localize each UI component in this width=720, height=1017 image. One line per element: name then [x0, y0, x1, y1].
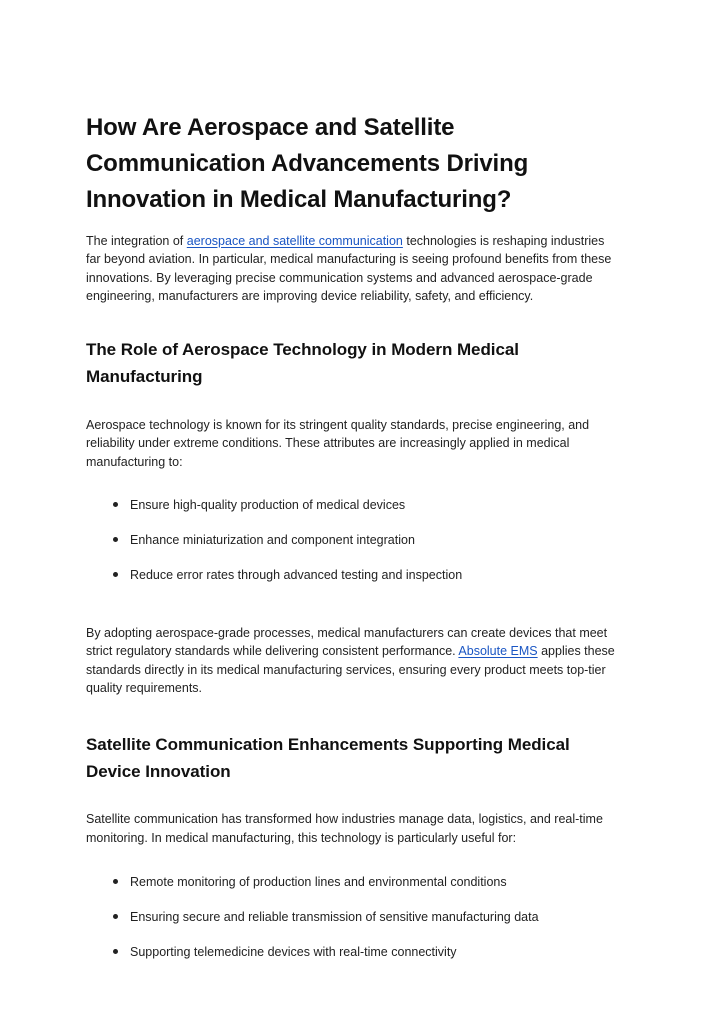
- aerospace-benefits-list: [86, 496, 622, 584]
- closing-text-before-link: By adopting aerospace-grade processes, medical manufacturers can create devices that meet strict regulatory standards while delivering consistent performance.: [86, 626, 608, 659]
- list-item: [86, 943, 622, 961]
- satellite-benefits-list: [86, 873, 622, 961]
- list-item: [86, 531, 622, 549]
- aerospace-role-paragraph: Aerospace technology is known for its stringent quality standards, precise engineering, and reliability under extreme conditions. These attributes are increasingly applied in medical manufacturing to:: [86, 418, 590, 469]
- intro-paragraph: [86, 232, 622, 305]
- list-item: [86, 873, 622, 891]
- spacer: [86, 785, 622, 810]
- list-item-label: Ensure high-quality production of medical devices: [130, 498, 406, 513]
- spacer: [86, 471, 622, 496]
- absolute-ems-link[interactable]: Absolute EMS: [458, 644, 538, 659]
- spacer: [86, 847, 622, 873]
- list-item-label: Remote monitoring of production lines and environmental conditions: [130, 874, 507, 889]
- list-item: [86, 496, 622, 514]
- list-item-label: Reduce error rates through advanced testing and inspection: [130, 568, 463, 583]
- intro-text-before-link: The integration of: [86, 234, 187, 248]
- closing-text-after-link: applies these standards directly in its medical manufacturing services, ensuring every product meets top-tier quality requirements.: [86, 644, 615, 695]
- list-item-label: Enhance miniaturization and component integration: [130, 533, 415, 548]
- page-title: How Are Aerospace and Satellite Communication Advancements Driving Innovation in Medical Manufacturing?: [86, 114, 529, 213]
- section-heading-satellite-communication: Satellite Communication Enhancements Supporting Medical Device Innovation: [86, 735, 570, 782]
- list-item-label: Supporting telemedicine devices with real-time connectivity: [130, 944, 457, 959]
- spacer: [86, 305, 622, 336]
- aerospace-satellite-communication-link[interactable]: aerospace and satellite communication: [186, 234, 403, 248]
- spacer: [86, 390, 622, 416]
- satellite-communication-paragraph: Satellite communication has transformed how industries manage data, logistics, and real-time monitoring. In medical manufacturing, this technology is particularly useful for:: [86, 812, 603, 845]
- intro-text-after-link: technologies is reshaping industries far beyond aviation. In particular, medical manufacturing is seeing profound benefits from these innovations. By leveraging precise communication systems and advanced aerospace-grade engineering, manufacturers are improving device reliability, safety, and efficiency.: [86, 234, 612, 303]
- list-item: [86, 908, 622, 926]
- section-heading-aerospace-role: The Role of Aerospace Technology in Modern Medical Manufacturing: [86, 340, 519, 387]
- spacer: [86, 697, 622, 731]
- list-item-label: Ensuring secure and reliable transmission of sensitive manufacturing data: [130, 909, 539, 924]
- aerospace-closing-paragraph: [86, 624, 622, 697]
- list-item: [86, 566, 622, 584]
- spacer: [86, 584, 622, 624]
